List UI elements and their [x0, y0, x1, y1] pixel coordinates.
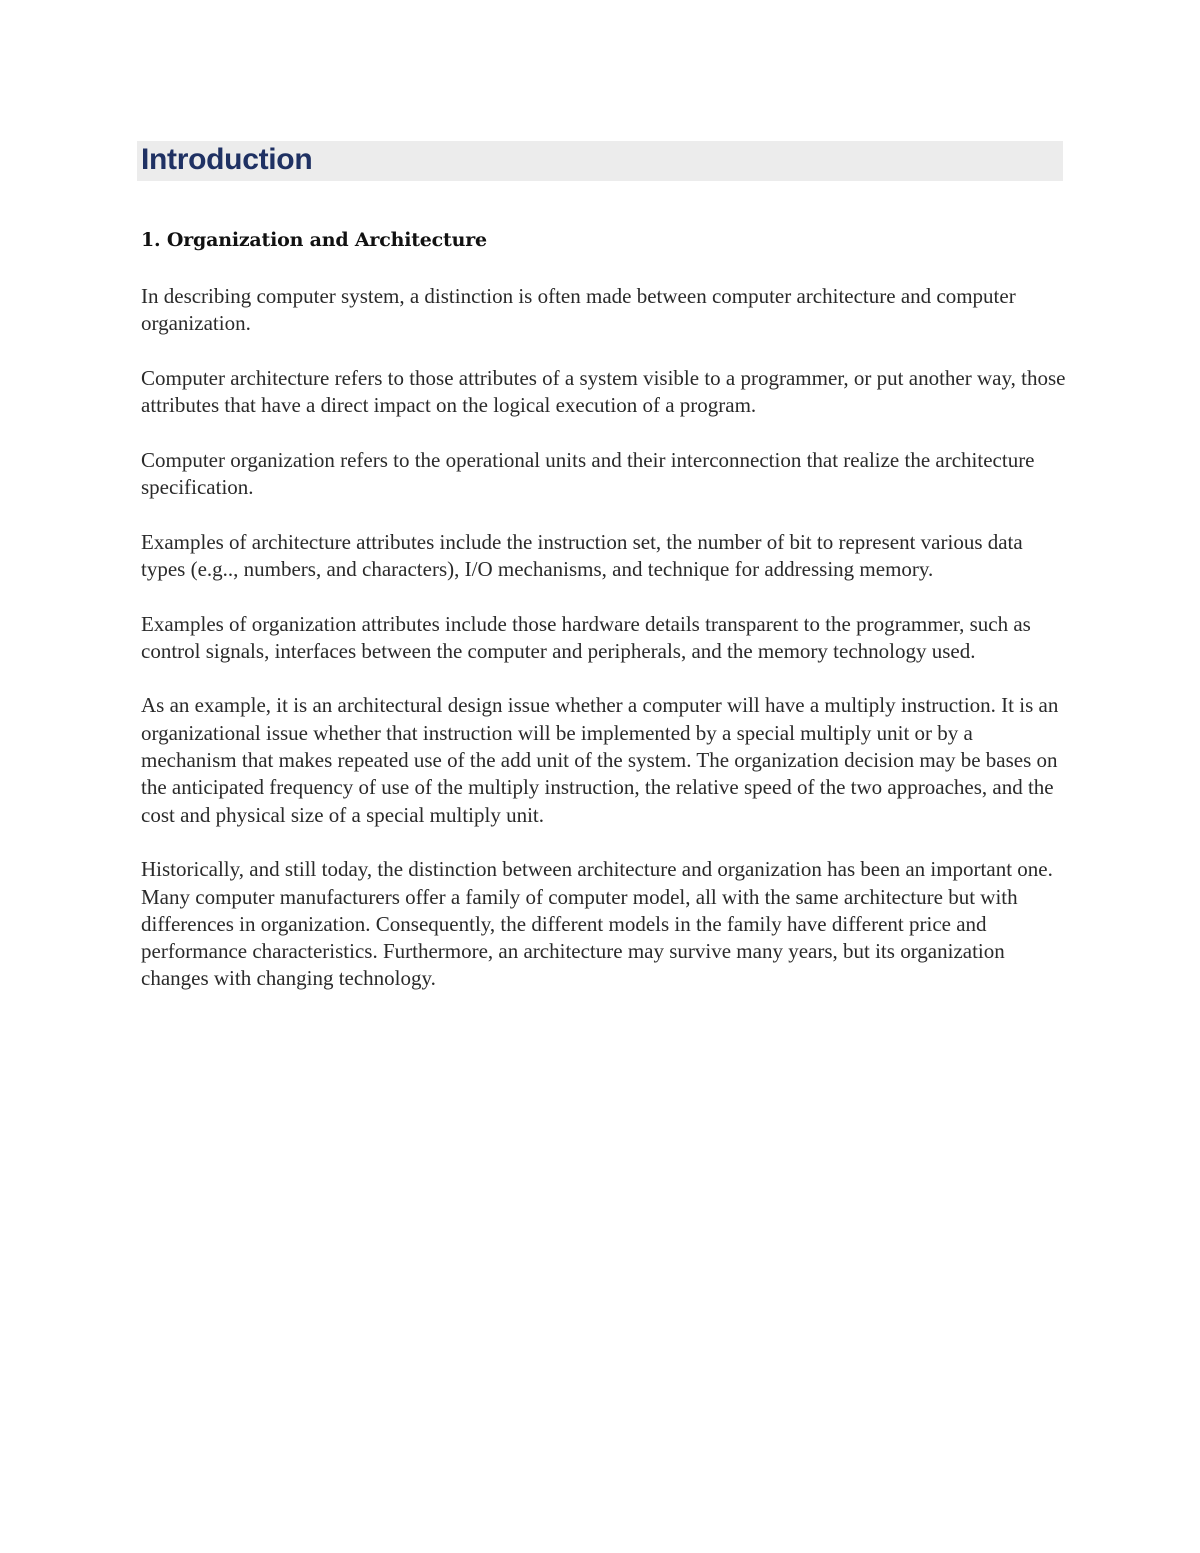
paragraph-multiply-example: As an example, it is an architectural design issue whether a computer will have a multiply instruction. It is an organizational issue whether that instruction will be implemented by a special multiply unit or by a mechanism that makes repeated use of the add unit of the system. The organization decision may be bases on the anticipated frequency of use of the multiply instruction, the relative speed of the two approaches, and the cost and physical size of a special multiply unit.	[141, 693, 1059, 827]
paragraph-organization-examples: Examples of organization attributes include those hardware details transparent to the programmer, such as control signals, interfaces between the computer and peripherals, and the memory technology used.	[141, 611, 1031, 663]
body-text	[141, 283, 1066, 1020]
title-bar	[137, 141, 1063, 181]
paragraph-distinction: In describing computer system, a distinction is often made between computer architecture and computer organization.	[141, 284, 1016, 336]
paragraph-architecture-definition: Computer architecture refers to those attributes of a system visible to a programmer, or put another way, those attributes that have a direct impact on the logical execution of a program.	[141, 365, 1066, 418]
page-title: Introduction	[141, 143, 313, 176]
paragraph-organization-definition: Computer organization refers to the operational units and their interconnection that realize the architecture specification.	[141, 447, 1035, 500]
paragraph-history: Historically, and still today, the distinction between architecture and organization has been an important one. Many computer manufacturers offer a family of computer model, all with the same architecture but with differences in organization. Consequently, the different models in the family have different price and performance characteristics. Furthermore, an architecture may survive many years, but its organization changes with changing technology.	[141, 857, 1053, 991]
paragraph-architecture-examples: Examples of architecture attributes include the instruction set, the number of bit to represent various data types (e.g.., numbers, and characters), I/O mechanisms, and technique for addressing memory.	[141, 529, 1023, 581]
section-heading: 1. Organization and Architecture	[141, 229, 487, 251]
